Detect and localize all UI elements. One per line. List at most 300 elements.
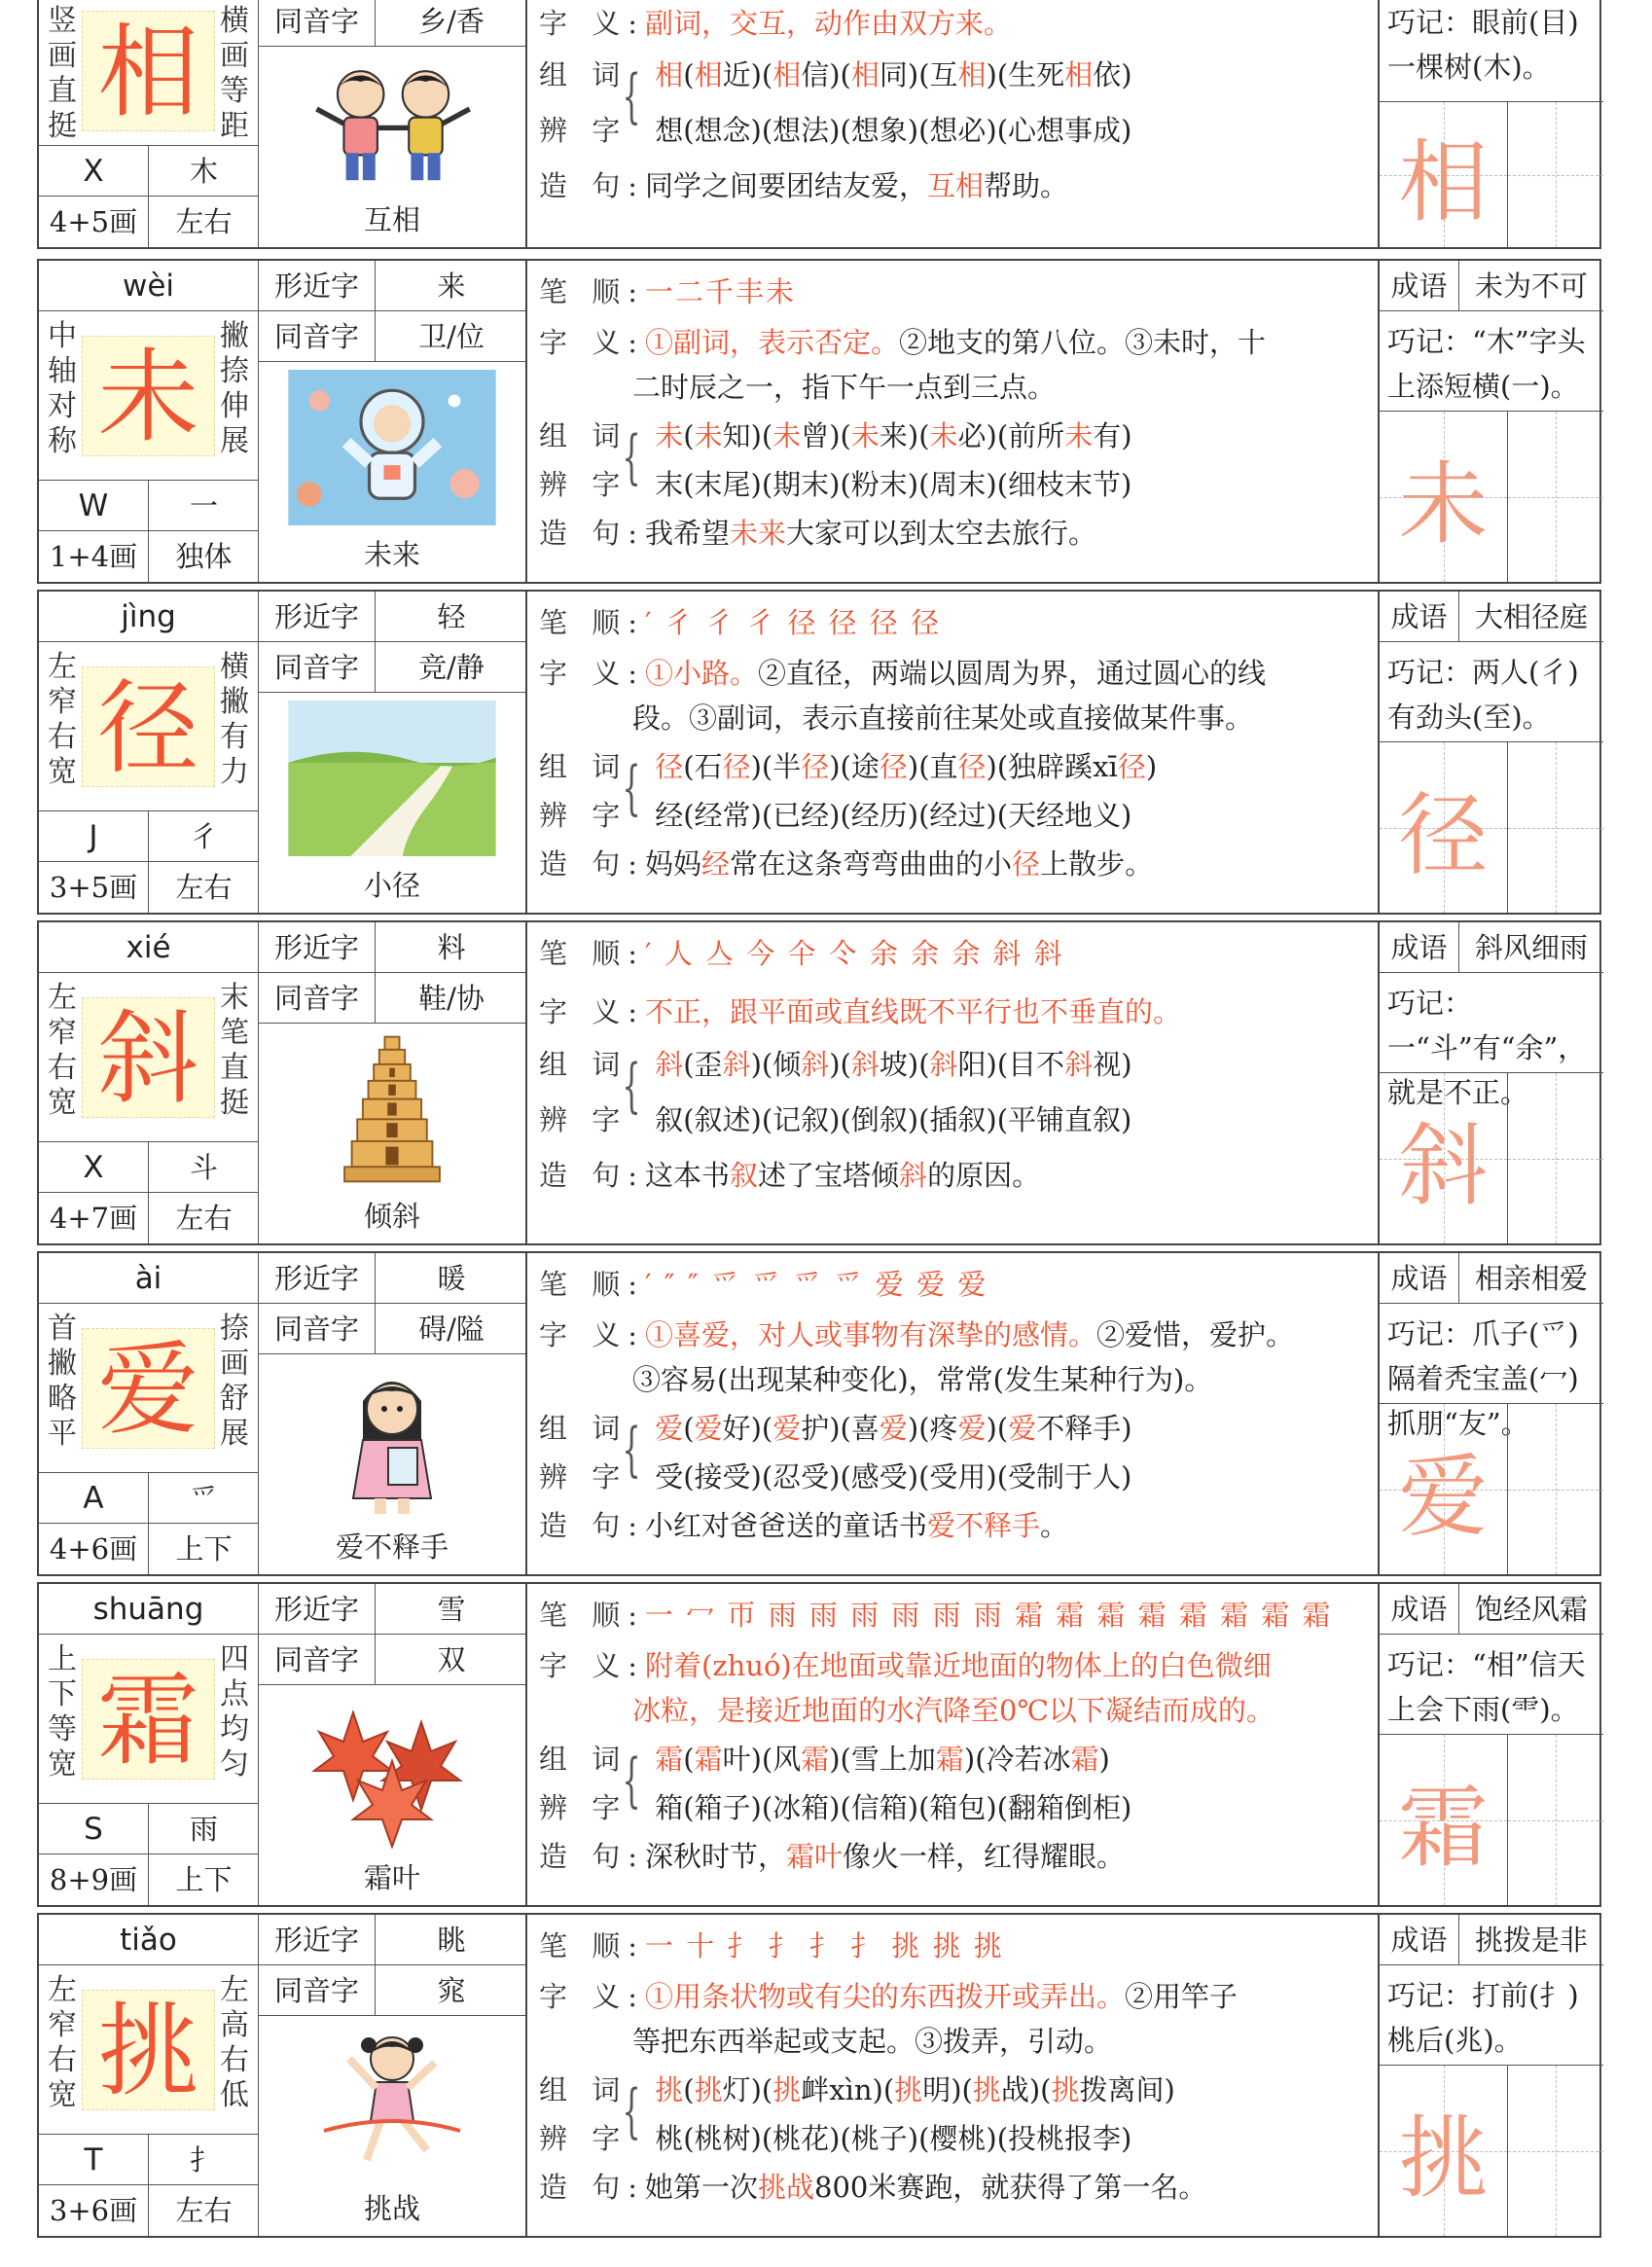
pinyin: tiǎo bbox=[39, 1915, 258, 1965]
stroke-order-label: 笔 顺: bbox=[539, 1929, 645, 1962]
index-row bbox=[39, 1804, 258, 1854]
writing-grid bbox=[1380, 2065, 1603, 2236]
memory-tip: 巧记：“木”字头上添短横(一)。 bbox=[1387, 325, 1586, 403]
similar-form-value: 雪 bbox=[437, 1593, 466, 1626]
related-column bbox=[259, 1253, 527, 1574]
meaning-highlight: 附着(zhuó)在地面或靠近地面的物体上的白色微细 bbox=[645, 1649, 1272, 1683]
writing-tip-left: 竖画直挺 bbox=[48, 4, 77, 143]
brace-icon: { bbox=[622, 1746, 641, 1816]
similar-form-row bbox=[259, 592, 525, 642]
homophone-value: 卫/位 bbox=[418, 320, 485, 353]
words-value: 爱(爱好)(爱护)(喜爱)(疼爱)(爱不释手) bbox=[655, 1412, 1132, 1446]
astronaut-illustration bbox=[267, 370, 518, 525]
meaning-continuation: 段。③副词，表示直接前往某处或直接做某件事。 bbox=[632, 702, 1254, 736]
pinyin: jìng bbox=[39, 592, 258, 642]
two-boys-illustration bbox=[267, 54, 518, 191]
pagoda-illustration bbox=[267, 1031, 518, 1187]
index-row bbox=[39, 1142, 258, 1193]
character-info-column bbox=[39, 922, 259, 1243]
character-info-column bbox=[39, 592, 259, 913]
homophone-label: 同音字 bbox=[259, 311, 376, 362]
practice-character: 斜 bbox=[1398, 1113, 1489, 1218]
explanation-column bbox=[527, 1584, 1380, 1905]
meaning-label: 字 义: bbox=[539, 1980, 645, 2014]
memory-tip: 巧记：打前(扌)桃后(兆)。 bbox=[1387, 1979, 1579, 2057]
structure: 左右 bbox=[175, 205, 233, 238]
distinguish-line bbox=[539, 2117, 1370, 2157]
distinguish-line bbox=[539, 463, 1370, 503]
idiom-label: 成语 bbox=[1380, 261, 1459, 311]
words-value: 挑(挑灯)(挑衅xìn)(挑明)(挑战)(挑拨离间) bbox=[655, 2073, 1175, 2107]
character-card bbox=[37, 0, 1601, 249]
distinguish-value: 受(接受)(忍受)(感受)(受用)(受制于人) bbox=[655, 1459, 1132, 1493]
stroke-order-label: 笔 顺: bbox=[539, 1599, 645, 1632]
practice-cell-empty[interactable] bbox=[1508, 2066, 1603, 2236]
distinguish-line bbox=[539, 109, 1370, 149]
homophone-row bbox=[259, 1304, 525, 1354]
stroke-count: 4+5画 bbox=[39, 197, 149, 247]
similar-form-row bbox=[259, 0, 525, 47]
meaning-rest: ②用竿子 bbox=[1125, 1980, 1239, 2014]
explanation-column bbox=[527, 1253, 1380, 1574]
practice-character: 径 bbox=[1398, 782, 1489, 887]
pinyin-initial: S bbox=[39, 1804, 149, 1854]
illustration-caption: 互相 bbox=[363, 203, 420, 236]
character-info-column bbox=[39, 0, 259, 247]
similar-form-value: 料 bbox=[437, 931, 466, 964]
distinguish-label: 辨 字 bbox=[539, 2121, 628, 2155]
writing-grid bbox=[1380, 1403, 1603, 1574]
index-row bbox=[39, 1473, 258, 1524]
index-row bbox=[39, 811, 258, 862]
meaning-label: 字 义: bbox=[539, 1318, 645, 1352]
meaning-highlight: 不正，跟平面或直线既不平行也不垂直的。 bbox=[645, 995, 1182, 1029]
similar-form-value: 乡/香 bbox=[418, 5, 485, 38]
words-value: 径(石径)(半径)(途径)(直径)(独辟蹊xī径) bbox=[655, 750, 1158, 784]
character-box bbox=[39, 311, 258, 481]
distinguish-label: 辨 字 bbox=[539, 1459, 628, 1493]
writing-tip-left: 首撇略平 bbox=[48, 1312, 77, 1451]
index-row bbox=[39, 146, 258, 197]
radical: 彳 bbox=[189, 820, 218, 853]
meaning-rest: ②直径，两端以圆周为界，通过圆心的线 bbox=[758, 657, 1267, 691]
stroke-order-line bbox=[539, 1594, 1370, 1634]
character-box bbox=[39, 1304, 258, 1473]
sentence-label: 造 句: bbox=[539, 2170, 645, 2204]
character-card bbox=[37, 259, 1601, 584]
memory-tip: 巧记：“相”信天上会下雨(⻗)。 bbox=[1387, 1648, 1586, 1726]
homophone-label: 同音字 bbox=[259, 1965, 376, 2016]
similar-form-value: 来 bbox=[437, 270, 466, 303]
similar-form-label: 形近字 bbox=[259, 1915, 376, 1965]
similar-form-row bbox=[259, 922, 525, 973]
idiom-value: 大相径庭 bbox=[1474, 600, 1588, 633]
practice-cell-empty[interactable] bbox=[1508, 1404, 1603, 1574]
stroke-structure-row bbox=[39, 197, 258, 247]
distinguish-value: 箱(箱子)(冰箱)(信箱)(箱包)(翻箱倒柜) bbox=[655, 1790, 1132, 1824]
meaning-line bbox=[539, 1644, 1370, 1684]
explanation-column bbox=[527, 0, 1380, 247]
distinguish-label: 辨 字 bbox=[539, 467, 628, 501]
similar-form-value: 暖 bbox=[437, 1262, 466, 1295]
structure: 上下 bbox=[175, 1863, 233, 1896]
practice-character: 未 bbox=[1398, 451, 1489, 557]
homophone-value: 鞋/协 bbox=[418, 982, 485, 1015]
stroke-order-label: 笔 顺: bbox=[539, 937, 645, 970]
stroke-order-line bbox=[539, 932, 1370, 972]
words-line bbox=[539, 54, 1370, 93]
writing-tip-left: 上下等宽 bbox=[48, 1642, 77, 1781]
writing-tip-right: 横画等距 bbox=[220, 4, 249, 143]
stroke-structure-row bbox=[39, 531, 258, 582]
homophone-value: 竞/静 bbox=[418, 651, 485, 684]
homophone-row bbox=[259, 1635, 525, 1685]
grid-guide bbox=[1508, 1159, 1603, 1160]
sentence-line bbox=[539, 512, 1370, 552]
distinguish-value: 经(经常)(已经)(经历)(经过)(天经地义) bbox=[655, 798, 1132, 832]
pinyin-initial: J bbox=[39, 811, 149, 862]
practice-character: 相 bbox=[1398, 129, 1489, 234]
memory-tip: 巧记：两人(彳)有劲头(至)。 bbox=[1387, 656, 1579, 734]
meaning-continuation: ③容易(出现某种变化)，常常(发生某种行为)。 bbox=[632, 1363, 1213, 1397]
distinguish-line bbox=[539, 1456, 1370, 1495]
stroke-count: 3+5画 bbox=[39, 862, 149, 913]
writing-tip-right: 撇捺伸展 bbox=[220, 319, 249, 458]
practice-cell-empty[interactable] bbox=[1508, 742, 1603, 913]
sentence-value: 小红对爸爸送的童话书爱不释手。 bbox=[645, 1508, 1069, 1542]
character-card bbox=[37, 920, 1601, 1245]
idiom-label: 成语 bbox=[1380, 1584, 1459, 1635]
words-label: 组 词 bbox=[539, 750, 628, 784]
stroke-count: 8+9画 bbox=[39, 1854, 149, 1905]
homophone-label: 同音字 bbox=[259, 1635, 376, 1685]
memory-column bbox=[1380, 0, 1603, 247]
similar-form-value: 轻 bbox=[437, 600, 466, 633]
similar-form-row bbox=[259, 1915, 525, 1965]
meaning-line bbox=[539, 652, 1370, 692]
idiom-value: 饱经风霜 bbox=[1474, 1593, 1588, 1626]
structure: 独体 bbox=[175, 540, 233, 573]
distinguish-line bbox=[539, 794, 1370, 834]
similar-form-row bbox=[259, 1253, 525, 1304]
character-info-column bbox=[39, 1584, 259, 1905]
practice-character: 爱 bbox=[1398, 1444, 1489, 1549]
words-line bbox=[539, 745, 1370, 785]
words-label: 组 词 bbox=[539, 419, 628, 453]
meaning-label: 字 义: bbox=[539, 657, 645, 691]
grid-guide bbox=[1508, 2151, 1603, 2152]
distinguish-value: 末(末尾)(期末)(粉末)(周末)(细枝末节) bbox=[655, 467, 1132, 501]
sentence-label: 造 句: bbox=[539, 1159, 645, 1193]
practice-character: 挑 bbox=[1398, 2105, 1489, 2211]
related-column bbox=[259, 0, 527, 247]
stroke-count: 4+7画 bbox=[39, 1193, 149, 1243]
idiom-value: 斜风细雨 bbox=[1474, 931, 1588, 964]
stroke-count: 4+6画 bbox=[39, 1524, 149, 1574]
similar-form-label: 形近字 bbox=[259, 1584, 376, 1635]
idiom-row bbox=[1380, 592, 1603, 642]
homophone-row bbox=[259, 642, 525, 693]
memory-column bbox=[1380, 592, 1603, 913]
memory-tip: 巧记：爪子(爫)隔着秃宝盖(冖)抓朋“友”。 bbox=[1387, 1317, 1579, 1440]
pinyin-initial: W bbox=[39, 481, 149, 531]
radical: 爫 bbox=[189, 1482, 218, 1515]
pinyin-initial: T bbox=[39, 2135, 149, 2185]
character-card bbox=[37, 1913, 1601, 2238]
distinguish-label: 辨 字 bbox=[539, 113, 628, 147]
meaning-highlight: ①喜爱，对人或事物有深挚的感情。 bbox=[645, 1318, 1097, 1352]
sentence-value: 她第一次挑战800米赛跑，就获得了第一名。 bbox=[645, 2170, 1207, 2204]
stroke-count: 1+4画 bbox=[39, 531, 149, 582]
practice-cell-empty[interactable] bbox=[1508, 1735, 1603, 1905]
memory-column bbox=[1380, 1584, 1603, 1905]
main-character: 径 bbox=[82, 666, 215, 787]
meaning-highlight: 副词，交互，动作由双方来。 bbox=[645, 7, 1013, 40]
memory-column bbox=[1380, 261, 1603, 582]
homophone-value: 碍/隘 bbox=[418, 1313, 485, 1346]
idiom-row bbox=[1380, 261, 1603, 311]
idiom-label: 成语 bbox=[1380, 1915, 1459, 1965]
grid-guide bbox=[1508, 497, 1603, 498]
meaning-line-2 bbox=[632, 697, 1370, 737]
meaning-highlight: ①小路。 bbox=[645, 657, 759, 691]
distinguish-label: 辨 字 bbox=[539, 798, 628, 832]
main-character: 霜 bbox=[82, 1659, 215, 1780]
pinyin: xié bbox=[39, 922, 258, 973]
sentence-line bbox=[539, 1504, 1370, 1544]
girl-with-book-illustration bbox=[267, 1362, 518, 1518]
character-card bbox=[37, 1251, 1601, 1576]
explanation-column bbox=[527, 1915, 1380, 2236]
homophone-label: 同音字 bbox=[259, 642, 376, 693]
stroke-order-label: 笔 顺: bbox=[539, 606, 645, 639]
illustration-caption: 倾斜 bbox=[363, 1200, 420, 1233]
similar-form-row bbox=[259, 1584, 525, 1635]
illustration-caption: 挑战 bbox=[363, 2192, 420, 2225]
pinyin-initial: A bbox=[39, 1473, 149, 1524]
stroke-order: ′ 人 亼 今 仐 仒 余 余 余 斜 斜 bbox=[645, 937, 1064, 970]
stroke-order-line bbox=[539, 270, 1370, 310]
distinguish-line bbox=[539, 1098, 1370, 1138]
sentence-label: 造 句: bbox=[539, 846, 645, 881]
idiom-label: 成语 bbox=[1380, 922, 1459, 973]
idiom-label: 成语 bbox=[1380, 1253, 1459, 1304]
words-value: 相(相近)(相信)(相同)(互相)(生死相依) bbox=[655, 57, 1132, 91]
illustration-caption: 小径 bbox=[363, 869, 420, 902]
brace-icon: { bbox=[622, 423, 641, 492]
related-column bbox=[259, 922, 527, 1243]
practice-cell-example bbox=[1380, 2066, 1508, 2236]
distinguish-label: 辨 字 bbox=[539, 1102, 628, 1136]
stroke-order-label: 笔 顺: bbox=[539, 1268, 645, 1301]
sentence-line bbox=[539, 2166, 1370, 2206]
meaning-label: 字 义: bbox=[539, 7, 645, 40]
stroke-order-line bbox=[539, 1263, 1370, 1303]
practice-cell-example bbox=[1380, 1735, 1508, 1905]
meaning-line-2 bbox=[632, 1689, 1370, 1729]
grid-guide bbox=[1508, 828, 1603, 829]
explanation-column bbox=[527, 592, 1380, 913]
meaning-line-2 bbox=[632, 366, 1370, 406]
related-column bbox=[259, 592, 527, 913]
similar-form-label: 形近字 bbox=[259, 592, 376, 642]
words-label: 组 词 bbox=[539, 1743, 628, 1777]
brace-icon: { bbox=[622, 1416, 641, 1485]
structure: 左右 bbox=[175, 2194, 233, 2227]
pinyin: shuāng bbox=[39, 1584, 258, 1635]
sentence-label: 造 句: bbox=[539, 1508, 645, 1542]
meaning-rest: ②爱惜，爱护。 bbox=[1096, 1318, 1295, 1352]
related-column bbox=[259, 261, 527, 582]
meaning-continuation: 等把东西举起或支起。③拨弄，引动。 bbox=[632, 2025, 1113, 2059]
sentence-label: 造 句: bbox=[539, 1839, 645, 1873]
related-column bbox=[259, 1584, 527, 1905]
main-character: 挑 bbox=[82, 1990, 215, 2110]
writing-grid bbox=[1380, 101, 1603, 247]
radical: 雨 bbox=[189, 1813, 218, 1846]
writing-tip-right: 左高右低 bbox=[220, 1973, 249, 2112]
idiom-value: 相亲相爱 bbox=[1474, 1262, 1588, 1295]
words-label: 组 词 bbox=[539, 1412, 628, 1446]
illustration-caption: 霜叶 bbox=[363, 1861, 420, 1894]
meaning-line bbox=[539, 321, 1370, 361]
pinyin-initial: X bbox=[39, 146, 149, 197]
idiom-value: 挑拨是非 bbox=[1474, 1924, 1588, 1957]
similar-form-label: 同音字 bbox=[259, 0, 376, 47]
maple-leaves-illustration bbox=[267, 1693, 518, 1849]
sentence-label: 造 句: bbox=[539, 168, 645, 202]
words-label: 组 词 bbox=[539, 57, 628, 91]
stroke-order: ′ ″ ″ 爫 爫 爫 爫 爱 爱 爱 bbox=[645, 1268, 988, 1301]
similar-form-label: 形近字 bbox=[259, 922, 376, 973]
homophone-row bbox=[259, 973, 525, 1024]
words-line bbox=[539, 1407, 1370, 1447]
stroke-order: 一 十 扌 扌 扌 扌 挑 挑 挑 bbox=[645, 1929, 1004, 1962]
sentence-line bbox=[539, 1835, 1370, 1875]
structure: 左右 bbox=[175, 871, 233, 904]
brace-icon: { bbox=[622, 754, 641, 823]
practice-cell-example bbox=[1380, 412, 1508, 582]
practice-cell-empty[interactable] bbox=[1508, 1073, 1603, 1243]
brace-icon: { bbox=[622, 1051, 641, 1120]
sentence-value: 妈妈经常在这条弯弯曲曲的小径上散步。 bbox=[645, 846, 1154, 881]
meaning-label: 字 义: bbox=[539, 326, 645, 360]
stroke-order: ′ 彳 彳 彳 径 径 径 径 bbox=[645, 606, 942, 639]
homophone-value: 窕 bbox=[437, 1974, 466, 2007]
practice-cell-example bbox=[1380, 102, 1508, 247]
writing-tip-left: 中轴对称 bbox=[48, 319, 77, 458]
character-box bbox=[39, 1635, 258, 1804]
character-info-column bbox=[39, 261, 259, 582]
memory-column bbox=[1380, 1253, 1603, 1574]
writing-tip-left: 左窄右宽 bbox=[48, 650, 77, 789]
stroke-structure-row bbox=[39, 2185, 258, 2236]
girl-running-illustration bbox=[267, 2024, 518, 2179]
character-box bbox=[39, 642, 258, 811]
brace-icon: { bbox=[622, 2077, 641, 2146]
meaning-rest: ②地支的第八位。③未时，十 bbox=[899, 326, 1267, 360]
sentence-value: 深秋时节，霜叶像火一样，红得耀眼。 bbox=[645, 1839, 1126, 1873]
stroke-order: 一 冖 帀 雨 雨 雨 雨 雨 雨 霜 霜 霜 霜 霜 霜 霜 霜 bbox=[645, 1599, 1333, 1632]
writing-tip-left: 左窄右宽 bbox=[48, 981, 77, 1120]
main-character: 爱 bbox=[82, 1328, 215, 1449]
practice-character: 霜 bbox=[1398, 1775, 1489, 1880]
memory-tip: 巧记：眼前(目)一棵树(木)。 bbox=[1387, 6, 1579, 84]
path-illustration bbox=[267, 701, 518, 856]
words-value: 斜(歪斜)(倾斜)(斜坡)(斜阳)(目不斜视) bbox=[655, 1047, 1132, 1081]
writing-grid bbox=[1380, 1072, 1603, 1243]
stroke-structure-row bbox=[39, 862, 258, 913]
words-label: 组 词 bbox=[539, 2073, 628, 2107]
homophone-value: 双 bbox=[437, 1643, 466, 1676]
similar-form-value: 眺 bbox=[437, 1924, 466, 1957]
words-line bbox=[539, 1043, 1370, 1083]
idiom-value: 未为不可 bbox=[1474, 270, 1588, 303]
sentence-line bbox=[539, 843, 1370, 882]
index-row bbox=[39, 2135, 258, 2185]
words-value: 未(未知)(未曾)(未来)(未必)(前所未有) bbox=[655, 419, 1132, 453]
stroke-structure-row bbox=[39, 1524, 258, 1574]
sentence-value: 同学之间要团结友爱，互相帮助。 bbox=[645, 168, 1069, 202]
radical: 扌 bbox=[189, 2143, 218, 2177]
character-card bbox=[37, 590, 1601, 915]
words-line bbox=[539, 2069, 1370, 2108]
idiom-row bbox=[1380, 1253, 1603, 1304]
writing-tip-right: 末笔直挺 bbox=[220, 981, 249, 1120]
distinguish-value: 桃(桃树)(桃花)(桃子)(樱桃)(投桃报李) bbox=[655, 2121, 1132, 2155]
similar-form-label: 形近字 bbox=[259, 1253, 376, 1304]
stroke-order: 一二千丰未 bbox=[645, 275, 797, 308]
meaning-line bbox=[539, 990, 1370, 1030]
homophone-label: 同音字 bbox=[259, 1304, 376, 1354]
explanation-column bbox=[527, 922, 1380, 1243]
meaning-continuation: 二时辰之一，指下午一点到三点。 bbox=[632, 371, 1057, 405]
structure: 左右 bbox=[175, 1202, 233, 1235]
writing-tip-left: 左窄右宽 bbox=[48, 1973, 77, 2112]
radical: 木 bbox=[189, 155, 218, 188]
memory-column bbox=[1380, 922, 1603, 1243]
related-column bbox=[259, 1915, 527, 2236]
distinguish-value: 叙(叙述)(记叙)(倒叙)(插叙)(平铺直叙) bbox=[655, 1102, 1132, 1136]
words-value: 霜(霜叶)(风霜)(雪上加霜)(冷若冰霜) bbox=[655, 1743, 1110, 1777]
distinguish-label: 辨 字 bbox=[539, 1790, 628, 1824]
meaning-line bbox=[539, 1313, 1370, 1353]
stroke-order-line bbox=[539, 1925, 1370, 1964]
sentence-value: 这本书叙述了宝塔倾斜的原因。 bbox=[645, 1159, 1041, 1193]
character-info-column bbox=[39, 1915, 259, 2236]
index-row bbox=[39, 481, 258, 531]
practice-cell-example bbox=[1380, 742, 1508, 913]
idiom-row bbox=[1380, 1915, 1603, 1965]
practice-cell-empty[interactable] bbox=[1508, 412, 1603, 582]
meaning-line-2 bbox=[632, 1358, 1370, 1398]
memory-tip: 巧记：一“斗”有“余”，就是不正。 bbox=[1387, 987, 1587, 1109]
illustration-caption: 未来 bbox=[363, 538, 420, 571]
homophone-label: 同音字 bbox=[259, 973, 376, 1024]
grid-guide bbox=[1508, 1490, 1603, 1491]
character-box bbox=[39, 1965, 258, 2135]
illustration-caption: 爱不释手 bbox=[335, 1530, 449, 1564]
homophone-row bbox=[259, 1965, 525, 2016]
brace-icon: { bbox=[622, 61, 641, 130]
sentence-label: 造 句: bbox=[539, 516, 645, 550]
similar-form-label: 形近字 bbox=[259, 261, 376, 311]
writing-tip-right: 横撇有力 bbox=[220, 650, 249, 789]
memory-column bbox=[1380, 1915, 1603, 2236]
practice-cell-empty[interactable] bbox=[1508, 102, 1603, 247]
idiom-row bbox=[1380, 922, 1603, 973]
words-label: 组 词 bbox=[539, 1047, 628, 1081]
